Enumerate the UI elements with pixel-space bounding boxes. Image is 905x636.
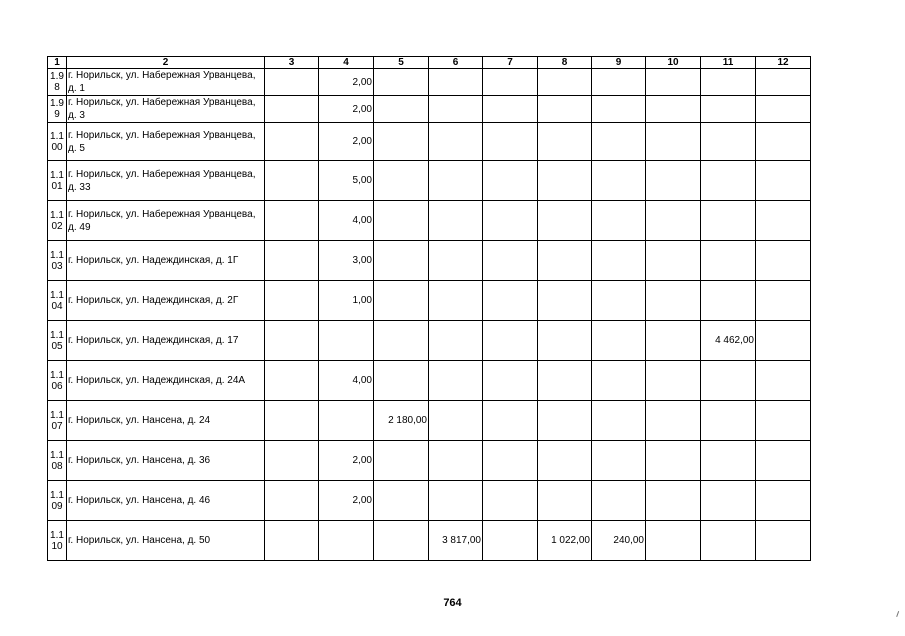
value-cell-c5	[374, 441, 429, 481]
row-number-cell: 1.1 01	[48, 161, 67, 201]
value-cell-c10	[646, 241, 701, 281]
address-cell: г. Норильск, ул. Набережная Урванцева, д. 1	[67, 69, 265, 96]
value-cell-c10	[646, 361, 701, 401]
value-cell-c6	[429, 123, 483, 161]
table-row	[48, 321, 811, 361]
row-number-cell: 1.1 03	[48, 241, 67, 281]
value-cell-c5	[374, 201, 429, 241]
value-cell-c7	[483, 521, 538, 561]
table-row	[48, 401, 811, 441]
value-cell-c5	[374, 69, 429, 96]
value-cell-c10	[646, 481, 701, 521]
value-cell-c11	[701, 441, 756, 481]
value-cell-c5	[374, 321, 429, 361]
value-cell-c8: 1 022,00	[538, 521, 592, 561]
column-header: 10	[646, 57, 701, 69]
value-cell-c5	[374, 481, 429, 521]
table-row	[48, 481, 811, 521]
value-cell-c8	[538, 281, 592, 321]
header-row	[48, 57, 811, 69]
value-cell-c8	[538, 321, 592, 361]
value-cell-c3	[265, 201, 319, 241]
value-cell-c3	[265, 401, 319, 441]
value-cell-c5	[374, 123, 429, 161]
value-cell-c5	[374, 281, 429, 321]
row-number-cell: 1.1 04	[48, 281, 67, 321]
row-number-cell: 1.9 9	[48, 96, 67, 123]
value-cell-c12	[756, 361, 811, 401]
value-cell-c5	[374, 521, 429, 561]
value-cell-c10	[646, 69, 701, 96]
value-cell-c3	[265, 521, 319, 561]
value-cell-c9: 240,00	[592, 521, 646, 561]
value-cell-c6	[429, 161, 483, 201]
value-cell-c11	[701, 161, 756, 201]
value-cell-c7	[483, 123, 538, 161]
value-cell-c10	[646, 321, 701, 361]
address-cell: г. Норильск, ул. Нансена, д. 24	[67, 401, 265, 441]
value-cell-c7	[483, 481, 538, 521]
value-cell-c9	[592, 441, 646, 481]
value-cell-c6	[429, 281, 483, 321]
column-header: 8	[538, 57, 592, 69]
value-cell-c4	[319, 521, 374, 561]
column-header: 3	[265, 57, 319, 69]
column-header: 11	[701, 57, 756, 69]
value-cell-c3	[265, 161, 319, 201]
value-cell-c6	[429, 241, 483, 281]
value-cell-c3	[265, 441, 319, 481]
row-number-cell: 1.1 09	[48, 481, 67, 521]
table-row	[48, 361, 811, 401]
value-cell-c11	[701, 69, 756, 96]
value-cell-c7	[483, 201, 538, 241]
value-cell-c6	[429, 361, 483, 401]
value-cell-c9	[592, 241, 646, 281]
value-cell-c12	[756, 123, 811, 161]
value-cell-c8	[538, 441, 592, 481]
row-number-cell: 1.1 02	[48, 201, 67, 241]
value-cell-c12	[756, 481, 811, 521]
value-cell-c9	[592, 361, 646, 401]
column-header: 1	[48, 57, 67, 69]
value-cell-c7	[483, 96, 538, 123]
value-cell-c11	[701, 521, 756, 561]
value-cell-c7	[483, 441, 538, 481]
value-cell-c4: 5,00	[319, 161, 374, 201]
value-cell-c8	[538, 241, 592, 281]
column-header: 12	[756, 57, 811, 69]
value-cell-c5	[374, 241, 429, 281]
value-cell-c7	[483, 69, 538, 96]
value-cell-c3	[265, 241, 319, 281]
value-cell-c9	[592, 123, 646, 161]
value-cell-c5	[374, 96, 429, 123]
value-cell-c5: 2 180,00	[374, 401, 429, 441]
table-row	[48, 69, 811, 96]
table-row	[48, 521, 811, 561]
value-cell-c8	[538, 201, 592, 241]
address-cell: г. Норильск, ул. Нансена, д. 46	[67, 481, 265, 521]
value-cell-c4: 2,00	[319, 96, 374, 123]
value-cell-c8	[538, 481, 592, 521]
value-cell-c5	[374, 161, 429, 201]
table-row	[48, 441, 811, 481]
value-cell-c11	[701, 201, 756, 241]
table-row	[48, 123, 811, 161]
page-number: 764	[443, 597, 462, 609]
value-cell-c7	[483, 281, 538, 321]
address-cell: г. Норильск, ул. Набережная Урванцева, д. 33	[67, 161, 265, 201]
value-cell-c4: 1,00	[319, 281, 374, 321]
value-cell-c12	[756, 96, 811, 123]
value-cell-c4: 2,00	[319, 481, 374, 521]
table-row	[48, 281, 811, 321]
value-cell-c11	[701, 361, 756, 401]
data-table	[47, 56, 811, 561]
value-cell-c11	[701, 123, 756, 161]
value-cell-c3	[265, 481, 319, 521]
value-cell-c4: 4,00	[319, 201, 374, 241]
value-cell-c12	[756, 521, 811, 561]
value-cell-c8	[538, 401, 592, 441]
value-cell-c4: 2,00	[319, 441, 374, 481]
value-cell-c9	[592, 401, 646, 441]
value-cell-c12	[756, 441, 811, 481]
column-header: 6	[429, 57, 483, 69]
value-cell-c12	[756, 201, 811, 241]
value-cell-c6	[429, 321, 483, 361]
row-number-cell: 1.1 10	[48, 521, 67, 561]
value-cell-c10	[646, 96, 701, 123]
value-cell-c12	[756, 401, 811, 441]
value-cell-c7	[483, 401, 538, 441]
value-cell-c10	[646, 441, 701, 481]
value-cell-c10	[646, 123, 701, 161]
value-cell-c11: 4 462,00	[701, 321, 756, 361]
value-cell-c9	[592, 321, 646, 361]
value-cell-c3	[265, 96, 319, 123]
value-cell-c9	[592, 96, 646, 123]
value-cell-c9	[592, 201, 646, 241]
value-cell-c11	[701, 96, 756, 123]
value-cell-c4: 2,00	[319, 69, 374, 96]
column-header: 4	[319, 57, 374, 69]
value-cell-c8	[538, 123, 592, 161]
value-cell-c4: 4,00	[319, 361, 374, 401]
column-header: 5	[374, 57, 429, 69]
value-cell-c11	[701, 401, 756, 441]
value-cell-c10	[646, 201, 701, 241]
table-row	[48, 161, 811, 201]
column-header: 7	[483, 57, 538, 69]
value-cell-c6	[429, 69, 483, 96]
value-cell-c10	[646, 161, 701, 201]
table-row	[48, 241, 811, 281]
value-cell-c5	[374, 361, 429, 401]
value-cell-c4: 2,00	[319, 123, 374, 161]
address-cell: г. Норильск, ул. Набережная Урванцева, д. 3	[67, 96, 265, 123]
address-cell: г. Норильск, ул. Надеждинская, д. 1Г	[67, 241, 265, 281]
column-header: 9	[592, 57, 646, 69]
value-cell-c6	[429, 201, 483, 241]
value-cell-c9	[592, 69, 646, 96]
row-number-cell: 1.1 07	[48, 401, 67, 441]
address-cell: г. Норильск, ул. Надеждинская, д. 17	[67, 321, 265, 361]
value-cell-c6	[429, 481, 483, 521]
address-cell: г. Норильск, ул. Набережная Урванцева, д. 5	[67, 123, 265, 161]
value-cell-c4: 3,00	[319, 241, 374, 281]
value-cell-c12	[756, 161, 811, 201]
row-number-cell: 1.1 05	[48, 321, 67, 361]
value-cell-c8	[538, 161, 592, 201]
address-cell: г. Норильск, ул. Набережная Урванцева, д. 49	[67, 201, 265, 241]
value-cell-c8	[538, 96, 592, 123]
value-cell-c11	[701, 481, 756, 521]
row-number-cell: 1.1 08	[48, 441, 67, 481]
value-cell-c6	[429, 96, 483, 123]
table-row	[48, 96, 811, 123]
address-cell: г. Норильск, ул. Надеждинская, д. 24А	[67, 361, 265, 401]
value-cell-c10	[646, 521, 701, 561]
value-cell-c12	[756, 69, 811, 96]
value-cell-c11	[701, 241, 756, 281]
value-cell-c8	[538, 361, 592, 401]
value-cell-c12	[756, 241, 811, 281]
value-cell-c3	[265, 69, 319, 96]
value-cell-c4	[319, 321, 374, 361]
corner-mark	[896, 611, 905, 619]
value-cell-c7	[483, 161, 538, 201]
value-cell-c4	[319, 401, 374, 441]
value-cell-c9	[592, 281, 646, 321]
row-number-cell: 1.1 00	[48, 123, 67, 161]
value-cell-c11	[701, 281, 756, 321]
value-cell-c6	[429, 401, 483, 441]
value-cell-c8	[538, 69, 592, 96]
value-cell-c9	[592, 161, 646, 201]
value-cell-c12	[756, 281, 811, 321]
address-cell: г. Норильск, ул. Нансена, д. 50	[67, 521, 265, 561]
value-cell-c6	[429, 441, 483, 481]
value-cell-c3	[265, 321, 319, 361]
value-cell-c7	[483, 321, 538, 361]
row-number-cell: 1.1 06	[48, 361, 67, 401]
table-row	[48, 201, 811, 241]
value-cell-c7	[483, 241, 538, 281]
value-cell-c3	[265, 281, 319, 321]
value-cell-c9	[592, 481, 646, 521]
address-cell: г. Норильск, ул. Нансена, д. 36	[67, 441, 265, 481]
value-cell-c3	[265, 361, 319, 401]
value-cell-c6: 3 817,00	[429, 521, 483, 561]
value-cell-c3	[265, 123, 319, 161]
row-number-cell: 1.9 8	[48, 69, 67, 96]
column-header: 2	[67, 57, 265, 69]
value-cell-c7	[483, 361, 538, 401]
value-cell-c10	[646, 401, 701, 441]
address-cell: г. Норильск, ул. Надеждинская, д. 2Г	[67, 281, 265, 321]
value-cell-c10	[646, 281, 701, 321]
value-cell-c12	[756, 321, 811, 361]
